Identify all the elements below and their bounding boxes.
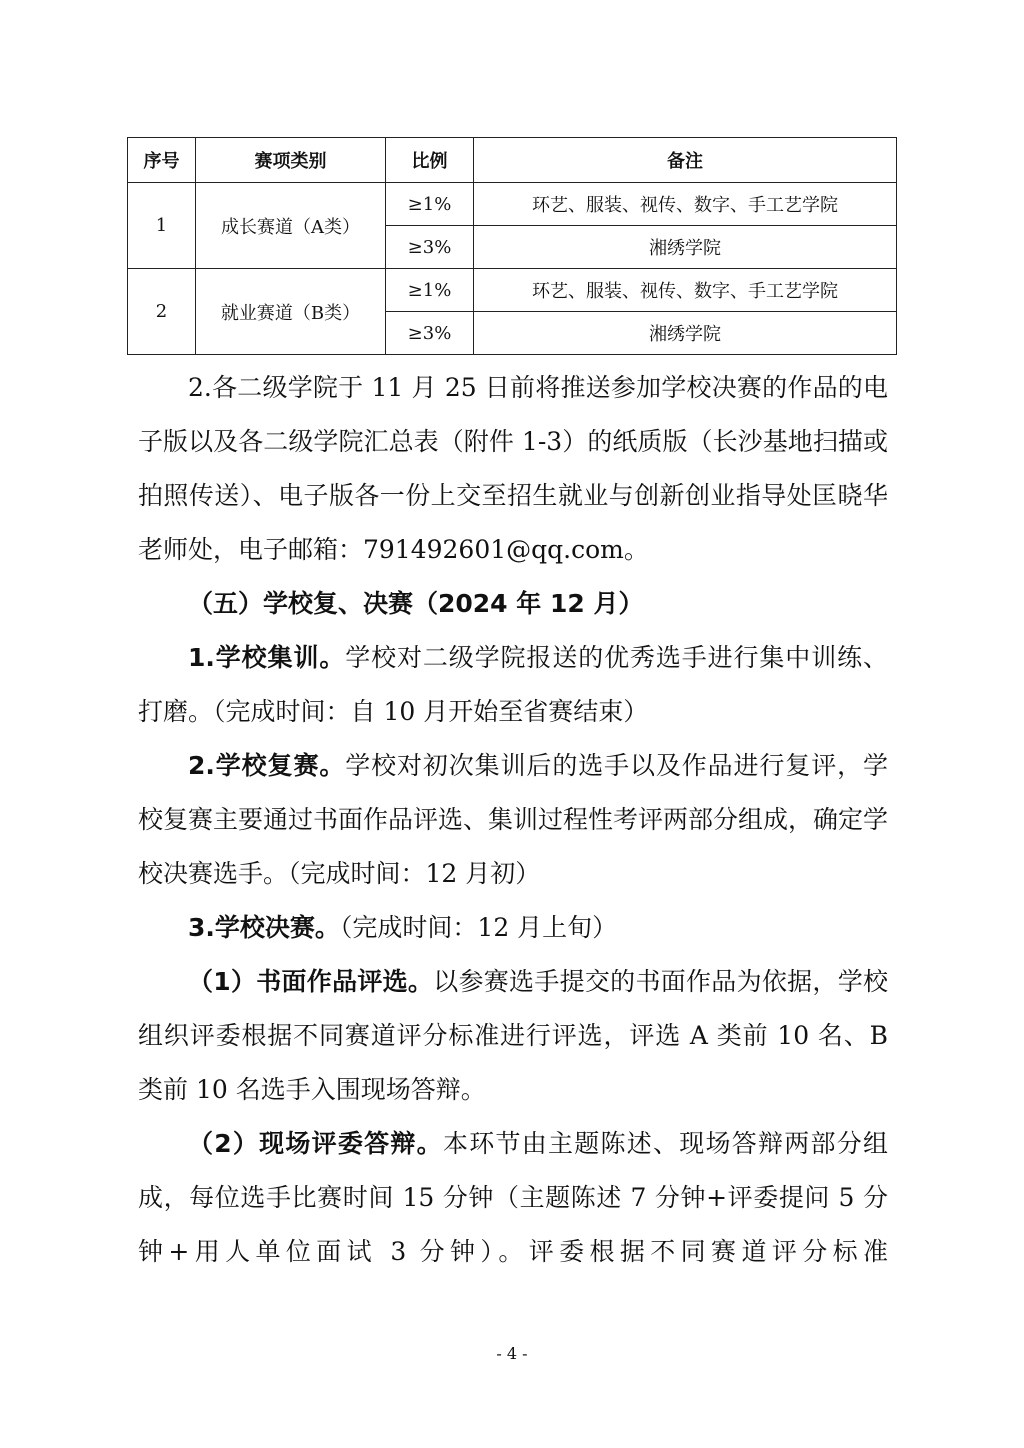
header-category: 赛项类别 bbox=[196, 138, 386, 183]
cell-no: 2 bbox=[128, 269, 196, 355]
header-no: 序号 bbox=[128, 138, 196, 183]
paragraph-school-semifinal bbox=[138, 739, 888, 901]
paragraph-text: 本环节由主题陈述、现场答辩两部分组成，每位选手比赛时间 15 分钟（主题陈述 7 分钟+评委提问 5 分钟+用人单位面试 3 分钟）。评委根据不同赛道评分标准 bbox=[138, 1129, 888, 1266]
cell-category: 成长赛道（A类） bbox=[196, 183, 386, 269]
table-row bbox=[128, 269, 897, 312]
contest-category-table bbox=[127, 137, 897, 355]
paragraph-text: 学校对初次集训后的选手以及作品进行复评，学校复赛主要通过书面作品评选、集训过程性考评两部分组成，确定学校决赛选手。（完成时间：12 月初） bbox=[138, 751, 889, 888]
paragraph-school-final bbox=[138, 901, 888, 955]
paragraph-text: （完成时间：12 月上旬） bbox=[339, 913, 618, 942]
paragraph-text: 学校对二级学院报送的优秀选手进行集中训练、打磨。（完成时间：自 10 月开始至省赛结束） bbox=[138, 643, 888, 726]
paragraph-written-evaluation bbox=[138, 955, 888, 1117]
cell-ratio: ≥3% bbox=[386, 312, 474, 355]
header-note: 备注 bbox=[474, 138, 897, 183]
paragraph-lead: 2.学校复赛。 bbox=[188, 751, 346, 780]
cell-no: 1 bbox=[128, 183, 196, 269]
cell-ratio: ≥3% bbox=[386, 226, 474, 269]
cell-ratio: ≥1% bbox=[386, 183, 474, 226]
paragraph-lead: 3.学校决赛。 bbox=[188, 913, 340, 942]
paragraph-lead: （1）书面作品评选。 bbox=[188, 967, 434, 996]
section-heading-5: （五）学校复、决赛（2024 年 12 月） bbox=[188, 589, 644, 618]
paragraph-submission: 2.各二级学院于 11 月 25 日前将推送参加学校决赛的作品的电子版以及各二级学院汇总表（附件 1-3）的纸质版（长沙基地扫描或拍照传送）、电子版各一份上交至招生就业与创新创业指导处匡晓华老师处，电子邮箱：791492601@qq.com。 bbox=[138, 373, 888, 564]
paragraph-lead: （2）现场评委答辩。 bbox=[188, 1129, 443, 1158]
cell-note: 湘绣学院 bbox=[474, 226, 897, 269]
table-row bbox=[128, 183, 897, 226]
page-number: - 4 - bbox=[496, 1344, 528, 1363]
body-text bbox=[138, 361, 888, 1279]
header-ratio: 比例 bbox=[386, 138, 474, 183]
paragraph-lead: 1.学校集训。 bbox=[188, 643, 346, 672]
table-header-row bbox=[128, 138, 897, 183]
cell-note: 环艺、服装、视传、数字、手工艺学院 bbox=[474, 183, 897, 226]
paragraph-school-training bbox=[138, 631, 888, 739]
paragraph-live-defense bbox=[138, 1117, 888, 1279]
cell-note: 环艺、服装、视传、数字、手工艺学院 bbox=[474, 269, 897, 312]
cell-note: 湘绣学院 bbox=[474, 312, 897, 355]
paragraph-text: 以参赛选手提交的书面作品为依据，学校组织评委根据不同赛道评分标准进行评选，评选 A 类前 10 名、B 类前 10 名选手入围现场答辩。 bbox=[138, 967, 888, 1104]
cell-ratio: ≥1% bbox=[386, 269, 474, 312]
cell-category: 就业赛道（B类） bbox=[196, 269, 386, 355]
